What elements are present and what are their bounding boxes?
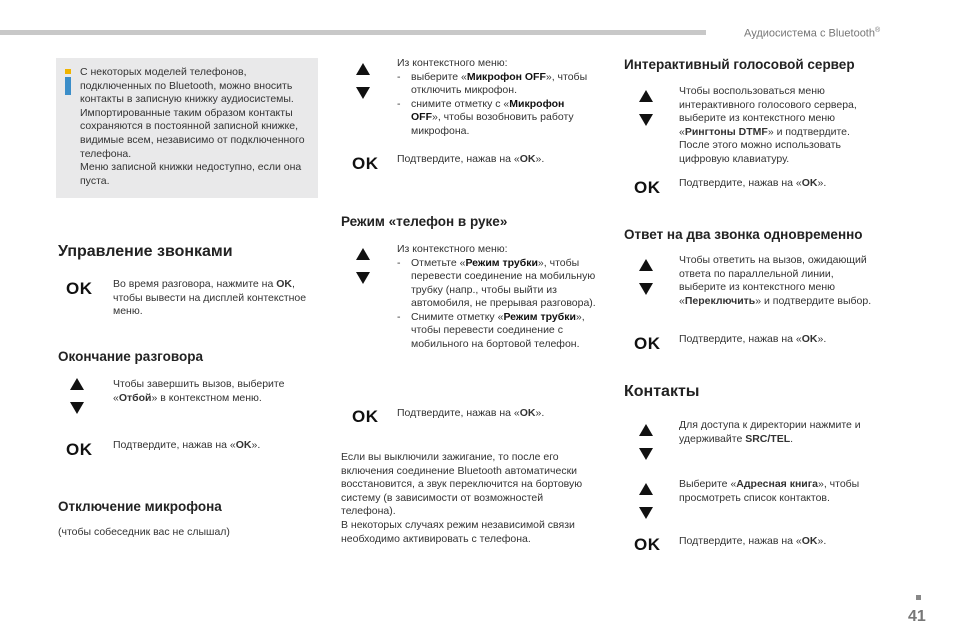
handset-option-off: - Снимите отметку «Режим трубки», чтобы перевести соединение с мобильного на бортовой телефон. (397, 311, 597, 352)
contacts-step2-text: Выберите «Адресная книга», чтобы просмотреть список контактов. (679, 478, 860, 504)
up-down-arrows-icon (356, 63, 370, 109)
info-note-text: С некоторых моделей телефонов, подключенных по Bluetooth, можно вносить контакты в записную книжку аудиосистемы. Импортированные таким образом контакты сохраняются в постоянной записной книжке, видимые всем, независимо от подключенного телефона. Меню записной книжки недоступно, если она пуста. (80, 66, 305, 187)
up-down-arrows-icon (639, 259, 653, 305)
ok-icon: OK (634, 535, 661, 554)
two-calls-text: Чтобы ответить на вызов, ожидающий ответа по параллельной линии, выберите из контекстного меню «Переключить» и подтвердите выбор. (679, 254, 872, 307)
contacts-confirm-text: Подтвердите, нажав на «OK». (679, 535, 827, 547)
handset-footer-text: Если вы выключили зажигание, то после его включения соединение Bluetooth автоматически восстановится, а звук переключится на бортовую систему (в зависимости от возможностей телефона). В некоторых случаях режим независимой связи необходимо активировать с телефона. (341, 451, 583, 545)
handset-option-on: - Отметьте «Режим трубки», чтобы перевести соединение на мобильную трубку (напр., чтобы выйти из автомобиля, не прерывая разговора). (397, 257, 597, 311)
up-down-arrows-icon (639, 90, 653, 136)
info-note (56, 58, 318, 198)
section-title-call-management: Управление звонками (58, 243, 233, 260)
ok-icon: OK (66, 279, 93, 298)
info-icon (64, 69, 72, 97)
two-calls-confirm-text: Подтвердите, нажав на «OK». (679, 333, 827, 345)
section-title-handset: Режим «телефон в руке» (341, 214, 508, 229)
ok-icon: OK (634, 334, 661, 353)
mute-option-on: - снимите отметку с «Микрофон OFF», чтобы возобновить работу микрофона. (397, 98, 597, 139)
ok-icon: OK (634, 178, 661, 197)
section-title-end-call: Окончание разговора (58, 349, 203, 364)
mute-confirm-text: Подтвердите, нажав на «OK». (397, 153, 545, 165)
mute-option-off: - выберите «Микрофон OFF», чтобы отключить микрофон. (397, 71, 597, 98)
mute-subtitle: (чтобы собеседник вас не слышал) (58, 526, 230, 538)
section-title-two-calls: Ответ на два звонка одновременно (624, 227, 863, 242)
up-down-arrows-icon (639, 483, 653, 529)
section-title-ivr: Интерактивный голосовой сервер (624, 57, 855, 72)
ok-icon: OK (352, 407, 379, 426)
end-call-select-text: Чтобы завершить вызов, выберите «Отбой» в контекстном меню. (113, 378, 285, 404)
end-call-confirm-text: Подтвердите, нажав на «OK». (113, 439, 261, 451)
section-title-mute: Отключение микрофона (58, 499, 222, 514)
up-down-arrows-icon (639, 424, 653, 470)
call-management-text: Во время разговора, нажмите на OK, чтобы вывести на дисплей контекстное меню. (113, 278, 307, 318)
ivr-confirm-text: Подтвердите, нажав на «OK». (679, 177, 827, 189)
handset-menu: Из контекстного меню: - Отметьте «Режим трубки», чтобы перевести соединение на мобильную трубку (напр., чтобы выйти из автомобиля, не прерывая разговора). - Снимите отметку «Режим трубки», чтобы перевести соединение с мобильного на бортовой телефон. (397, 243, 597, 351)
up-down-arrows-icon (356, 248, 370, 294)
section-title-contacts: Контакты (624, 383, 700, 400)
up-down-arrows-icon (70, 378, 84, 424)
ivr-text: Чтобы воспользоваться меню интерактивного голосового сервера, выберите из контекстного меню «Рингтоны DTMF» и подтвердите. После этого можно использовать цифровую клавиатуру. (679, 85, 857, 165)
mute-menu: Из контекстного меню: - выберите «Микрофон OFF», чтобы отключить микрофон. - снимите отметку с «Микрофон OFF», чтобы возобновить работу микрофона. (397, 57, 597, 138)
ok-icon: OK (66, 440, 93, 459)
page-number: 41 (908, 608, 926, 625)
ok-icon: OK (352, 154, 379, 173)
contacts-step1-text: Для доступа к директории нажмите и удерживайте SRC/TEL. (679, 419, 861, 445)
page-marker (916, 595, 921, 600)
handset-confirm-text: Подтвердите, нажав на «OK». (397, 407, 545, 419)
header-rule (0, 30, 706, 35)
header-title: Аудиосистема с Bluetooth® (744, 27, 881, 40)
